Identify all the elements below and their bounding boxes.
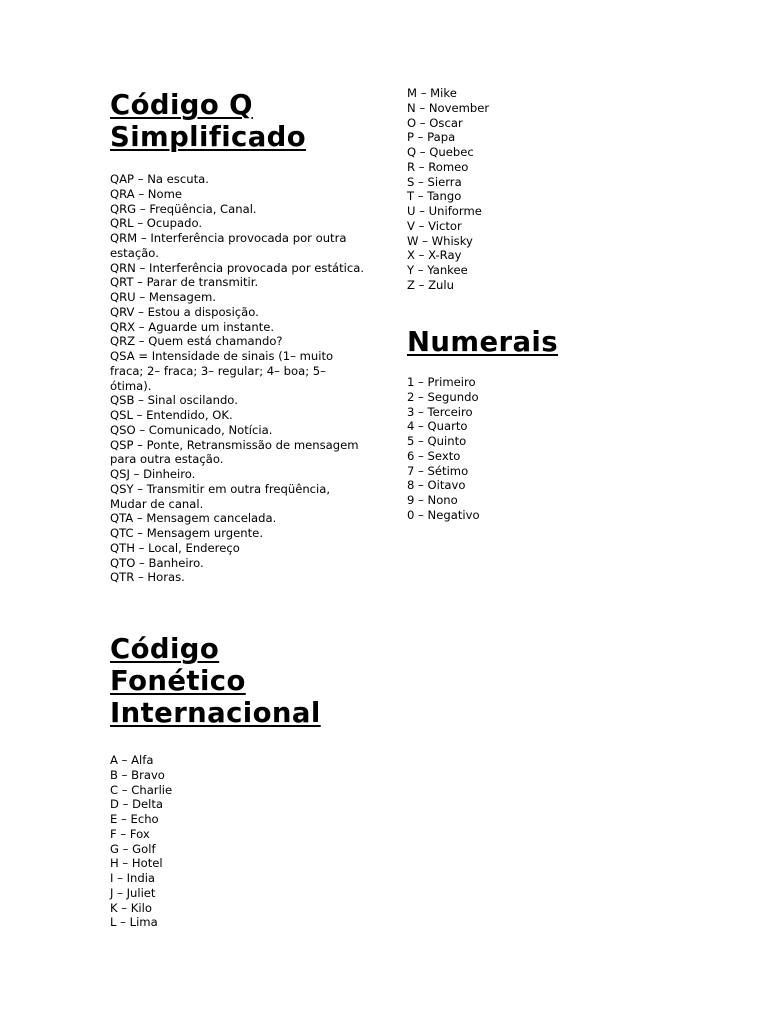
phonetic-title-line: Fonético [110,665,246,697]
phonetic-item: T – Tango [407,189,462,204]
numeral-item: 4 – Quarto [407,419,468,434]
q-code-item: QRZ – Quem está chamando? [110,334,283,349]
phonetic-item: A – Alfa [110,753,154,767]
q-code-item: QTA – Mensagem cancelada. [110,511,277,526]
phonetic-item: Q – Quebec [407,145,474,159]
q-code-list [110,172,366,585]
q-code-title-line: Código Q [110,89,253,121]
numeral-item: 2 – Segundo [407,389,479,404]
phonetic-item: G – Golf [110,841,156,856]
numeral-item: 5 – Quinto [407,434,467,448]
phonetic-list-m-z [407,86,663,293]
numeral-item: 8 – Oitavo [407,478,466,493]
phonetic-item: P – Papa [407,130,456,145]
numerals-title [407,326,667,358]
phonetic-title-line: Código [110,633,220,665]
q-code-item: QSA = Intensidade de sinais (1– muito fraca; 2– fraca; 3– regular; 4– boa; 5– ótima). [110,349,334,393]
numeral-item: 1 – Primeiro [407,375,476,389]
phonetic-item: F – Fox [110,826,150,841]
phonetic-item: J – Juliet [110,885,156,900]
q-code-item: QRN – Interferência provocada por estática. [110,260,365,275]
phonetic-item: W – Whisky [407,233,473,248]
q-code-item: QRL – Ocupado. [110,216,203,231]
q-code-item: QRT – Parar de transmitir. [110,275,259,290]
q-code-item: QSO – Comunicado, Notícia. [110,422,273,437]
q-code-item: QSJ – Dinheiro. [110,467,196,481]
phonetic-item: U – Uniforme [407,204,482,218]
numeral-item: 6 – Sexto [407,448,461,463]
q-code-item: QSP – Ponte, Retransmissão de mensagem para outra estação. [110,437,359,467]
q-code-title [110,89,370,153]
phonetic-item: V – Victor [407,218,462,233]
q-code-item: QTR – Horas. [110,570,185,585]
q-code-item: QSB – Sinal oscilando. [110,393,238,408]
numerals-list [407,375,663,523]
q-code-item: QSY – Transmitir em outra freqüência, Mudar de canal. [110,481,331,511]
phonetic-item: N – November [407,100,490,115]
phonetic-item: H – Hotel [110,856,163,871]
phonetic-item: Y – Yankee [407,263,468,277]
q-code-item: QRV – Estou a disposição. [110,304,259,319]
numerals-title-text: Numerais [407,326,559,358]
numeral-item: 7 – Sétimo [407,463,469,478]
phonetic-title [110,633,370,729]
q-code-item: QRU – Mensagem. [110,290,216,304]
q-code-item: QRX – Aguarde um instante. [110,319,275,334]
q-code-item: QTO – Banheiro. [110,555,204,570]
phonetic-item: K – Kilo [110,900,152,915]
q-code-item: QTC – Mensagem urgente. [110,526,264,540]
phonetic-item: D – Delta [110,797,164,812]
phonetic-item: I – India [110,871,156,885]
phonetic-list-a-l [110,753,366,930]
phonetic-item: M – Mike [407,86,457,100]
phonetic-item: R – Romeo [407,159,469,174]
q-code-item: QAP – Na escuta. [110,172,209,186]
phonetic-title-line: Internacional [110,697,321,729]
phonetic-item: X – X-Ray [407,248,462,263]
q-code-item: QRA – Nome [110,186,183,201]
phonetic-item: B – Bravo [110,767,165,782]
q-code-item: QTH – Local, Endereço [110,540,240,555]
phonetic-item: Z – Zulu [407,277,454,292]
phonetic-item: E – Echo [110,812,159,826]
numeral-item: 9 – Nono [407,493,458,507]
phonetic-item: O – Oscar [407,115,463,130]
q-code-item: QRM – Interferência provocada por outra estação. [110,231,347,260]
numeral-item: 0 – Negativo [407,507,480,522]
phonetic-item: C – Charlie [110,782,173,797]
q-code-item: QRG – Freqüência, Canal. [110,201,257,216]
q-code-item: QSL – Entendido, OK. [110,408,233,422]
phonetic-item: S – Sierra [407,174,462,189]
phonetic-item: L – Lima [110,915,158,930]
numeral-item: 3 – Terceiro [407,404,473,419]
q-code-title-line: Simplificado [110,121,307,153]
